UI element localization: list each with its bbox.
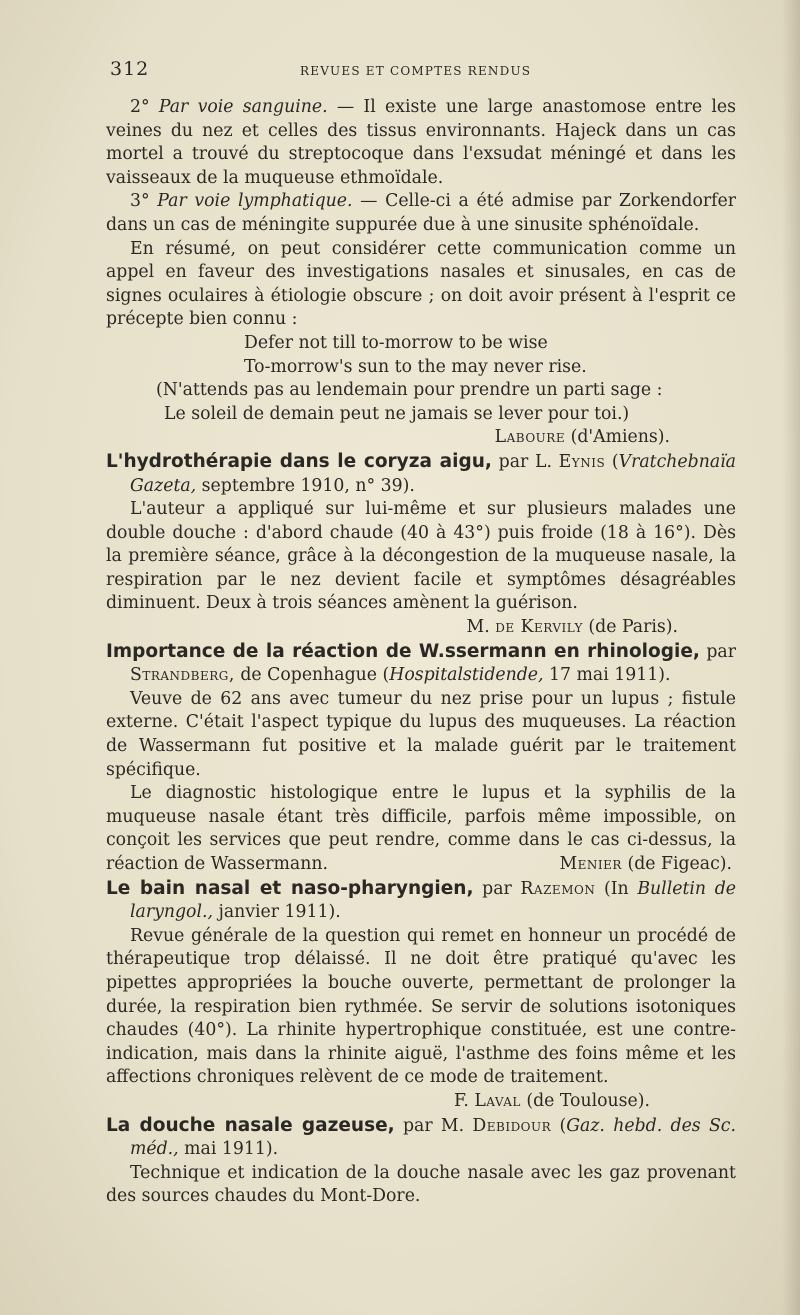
article-title: Importance de la réaction de W.ssermann en rhinologie, (106, 640, 700, 662)
paragraph-text: — Il existe une large anastomose entre les veines du nez et celles des tissus environnants. Hajeck dans un cas mortel a trouvé du streptocoque dans l'exsudat méningé et dans les vaisseaux de la muqueuse ethmoïdale. (106, 97, 736, 188)
punctuation: (In (595, 878, 638, 899)
page-header (110, 58, 740, 84)
article-city: de Copenhague ( (234, 665, 390, 686)
paragraph-voie-lymphatique (106, 190, 736, 237)
article-journal: Vratchebnaïa Gazeta, (130, 451, 736, 496)
article-author: Strandberg, (130, 665, 235, 686)
article-heading-bain-nasal (106, 877, 736, 925)
article-by: par (699, 641, 736, 662)
subheading-italic: Par voie lymphatique. (157, 191, 353, 212)
verse-line: To-morrow's sun to the may never rise. (244, 356, 587, 377)
article-heading-douche-gazeuse (106, 1114, 736, 1162)
verse-translation-line: Le soleil de demain peut ne jamais se lever pour toi.) (164, 403, 630, 424)
signature-name: Menier (559, 854, 622, 874)
subheading-italic: Par voie sanguine. (158, 97, 328, 117)
signature-name: Laboure (494, 427, 566, 448)
article-journal: Gaz. hebd. des Sc. méd., (130, 1115, 736, 1160)
paragraph-douche-gazeuse-body: Technique et indication de la douche nasale avec les gaz provenant des sources chaudes du Mont-Dore. (106, 1162, 736, 1207)
paragraph-text: — Celle-ci a été admise par Zorkendorfer dans un cas de méningite suppurée due à une sinusite sphénoïdale. (106, 191, 736, 235)
paragraph-wassermann-diagnosis (106, 782, 736, 876)
author-signature (106, 1090, 736, 1114)
paragraph-bain-nasal-body: Revue générale de la question qui remet en honneur un procédé de thérapeutique trop délaissé. Il ne doit être pratiqué qu'avec les pipettes appropriées la bouche ouverte, permettant de prolonger la durée, la respiration bien rythmée. Se servir de solutions isotoniques chaudes (40°). La rhinite hypertrophique constituée, est une contre-indication, mais dans la rhinite aiguë, l'asthme des foins même et les affections chroniques relèvent de ce mode de traitement. (106, 925, 736, 1088)
article-title: Le bain nasal et naso-pharyngien, (106, 877, 474, 899)
article-author: Debidour (472, 1115, 552, 1136)
signature-prefix: F. (454, 1090, 475, 1111)
running-head: REVUES ET COMPTES RENDUS (300, 64, 532, 78)
article-title: L'hydrothérapie dans le coryza aigu, (106, 450, 492, 472)
article-by: par L. (491, 451, 559, 472)
article-by: par M. (394, 1115, 473, 1136)
signature-place: (d'Amiens). (565, 427, 670, 448)
signature-name: de Kervily (495, 617, 583, 638)
punctuation: ( (551, 1115, 567, 1136)
punctuation: ( (605, 451, 619, 472)
paragraph-wassermann-case: Veuve de 62 ans avec tumeur du nez prise pour un lupus ; fistule externe. C'était l'aspect typique du lupus des muqueuses. La réaction de Wassermann fut positive et la malade guérit par le traitement spécifique. (106, 688, 736, 780)
verse-line: Defer not till to-morrow to be wise (244, 332, 548, 353)
body-text (106, 96, 736, 1209)
article-reference: janvier 1911). (212, 902, 341, 923)
page-number: 312 (110, 58, 150, 80)
paragraph-resume: En résumé, on peut considérer cette communication comme un appel en faveur des investigations nasales et sinusales, en cas de signes oculaires à étiologie obscure ; on doit avoir présent à l'esprit ce précepte bien connu : (106, 238, 736, 330)
article-journal: Bulletin de laryngol., (130, 878, 736, 923)
signature-prefix: M. (466, 617, 496, 638)
list-marker: 2° (130, 97, 159, 117)
article-reference: mai 1911). (178, 1139, 279, 1160)
article-reference: septembre 1910, n° 39). (196, 475, 415, 496)
paragraph-voie-sanguine (106, 96, 736, 190)
verse-translation-line: (N'attends pas au lendemain pour prendre un parti sage : (156, 380, 663, 401)
article-heading-hydrotherapie (106, 450, 736, 498)
list-marker: 3° (130, 191, 158, 212)
paragraph-text: Le diagnostic histologique entre le lupus et la syphilis de la muqueuse nasale étant très difficile, parfois même impossible, on conçoit les services que peut rendre, comme dans le cas ci-dessus, la réaction de Wassermann. (106, 783, 736, 874)
article-journal: Hospitalstidende, (389, 665, 544, 686)
article-by: par (473, 878, 521, 899)
article-author: Eynis (558, 451, 606, 472)
article-title: La douche nasale gazeuse, (106, 1114, 395, 1136)
signature-place: (de Figeac). (621, 854, 732, 874)
signature-name: Laval (474, 1090, 521, 1111)
author-signature (535, 853, 736, 877)
author-signature (106, 426, 736, 450)
paragraph-hydrotherapie-body: L'auteur a appliqué sur lui-même et sur plusieurs malades une double douche : d'abord chaude (40 à 43°) puis froide (18 à 16°). Dès la première séance, grâce à la décongestion de la muqueuse nasale, la respiration par le nez devient facile et symptômes désagréables diminuent. Deux à trois séances amènent la guérison. (106, 499, 736, 614)
author-signature (106, 616, 736, 640)
article-author: Razemon (520, 878, 596, 899)
signature-place: (de Toulouse). (520, 1090, 650, 1111)
article-heading-wassermann (106, 640, 736, 688)
signature-place: (de Paris). (582, 617, 678, 638)
article-reference: 17 mai 1911). (543, 665, 671, 686)
